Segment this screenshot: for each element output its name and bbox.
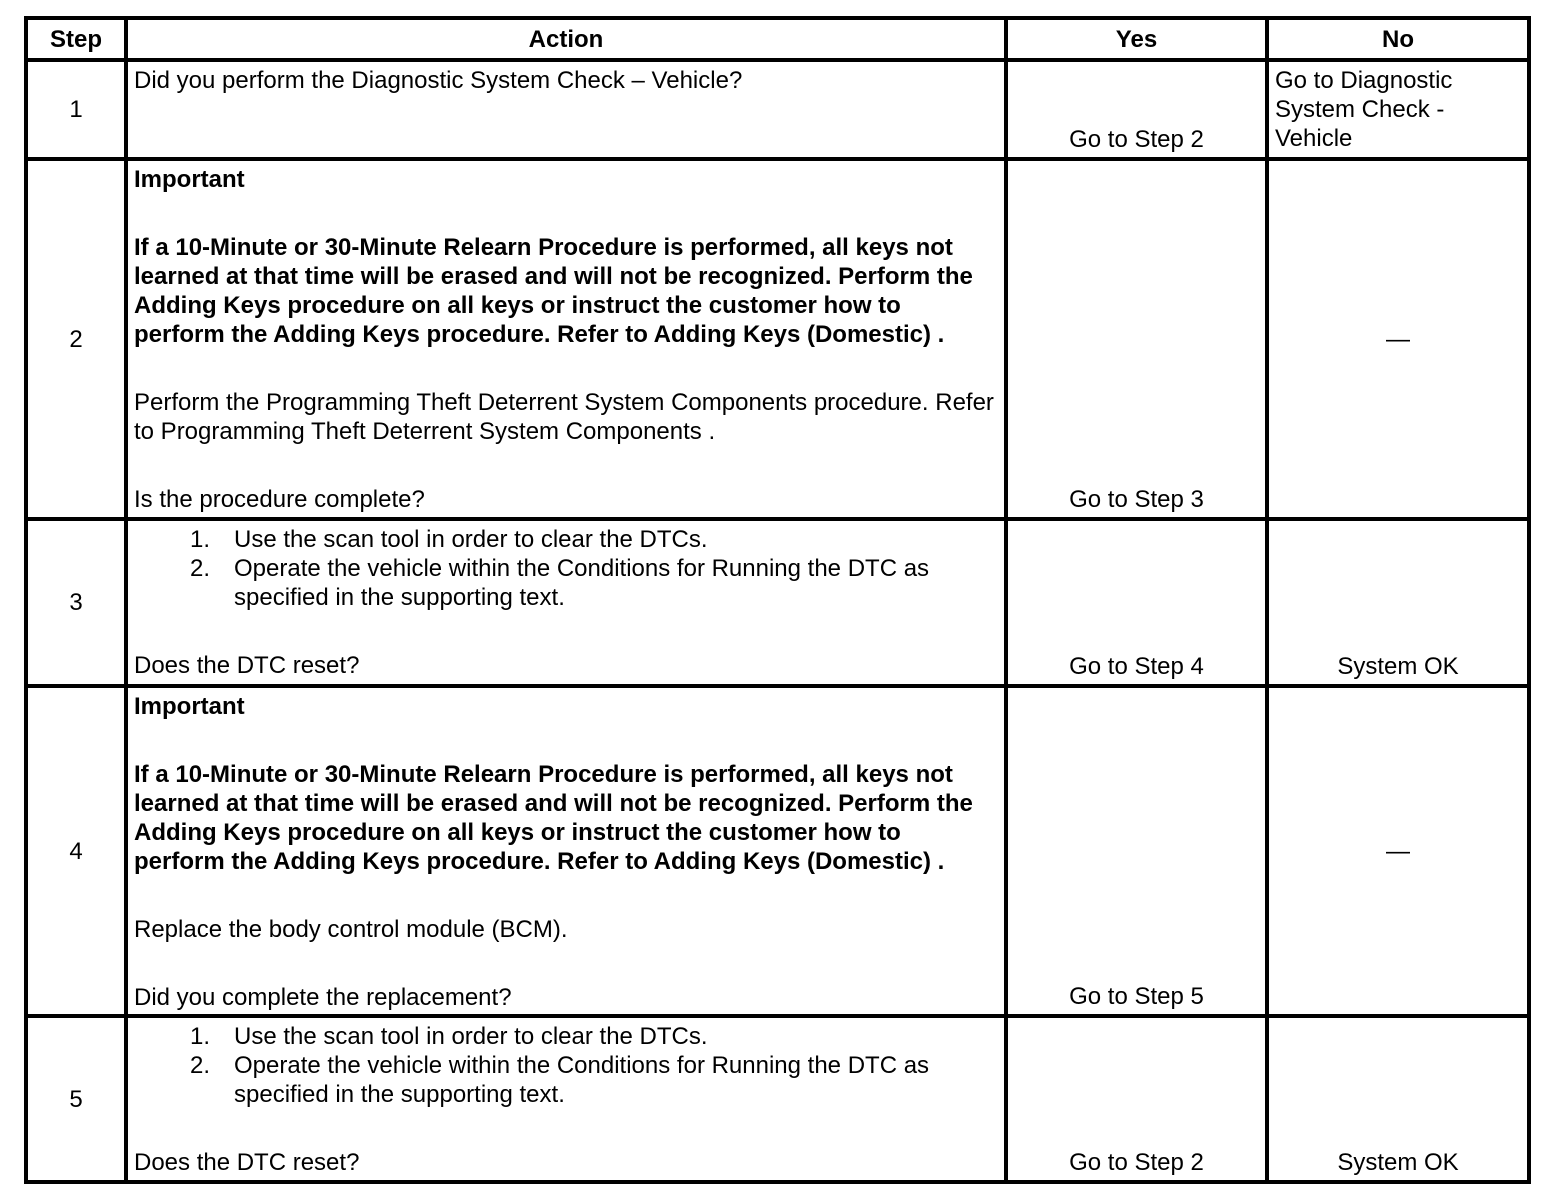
list-item-text: Use the scan tool in order to clear the DTCs.: [234, 526, 708, 553]
important-title: Important: [134, 693, 245, 720]
important-text: If a 10-Minute or 30-Minute Relearn Procedure is performed, all keys not learned at that time will be erased and will not be recognized. Perform the Adding Keys procedure on all keys or instruct the customer how to perform the Adding Keys procedure. Refer to Adding Keys (Domestic) .: [134, 234, 973, 348]
list-item: [134, 525, 998, 554]
list-item: [134, 554, 998, 612]
step-number: 4: [26, 686, 126, 1016]
list-item-text: Operate the vehicle within the Conditions for Running the DTC as specified in the supporting text.: [234, 1052, 930, 1108]
table-row: [26, 60, 1529, 159]
action-question: Does the DTC reset?: [134, 1149, 360, 1176]
procedure-list: [134, 525, 998, 612]
action-cell: [126, 519, 1006, 686]
list-item-text: Use the scan tool in order to clear the DTCs.: [234, 1023, 708, 1050]
table-row: [26, 686, 1529, 1016]
procedure-list: [134, 1022, 998, 1109]
no-cell: Go to Diagnostic System Check - Vehicle: [1267, 60, 1529, 159]
list-item: [134, 1022, 998, 1051]
header-row: [26, 18, 1529, 60]
header-no: No: [1267, 18, 1529, 60]
no-cell: System OK: [1267, 1016, 1529, 1182]
action-instruction: Replace the body control module (BCM).: [134, 916, 568, 943]
diagnostic-table: [24, 16, 1531, 1184]
step-number: 3: [26, 519, 126, 686]
list-item-text: Operate the vehicle within the Conditions for Running the DTC as specified in the supporting text.: [234, 555, 930, 611]
table-row: [26, 519, 1529, 686]
no-cell: —: [1267, 159, 1529, 519]
yes-cell: Go to Step 2: [1006, 60, 1267, 159]
action-cell: [126, 159, 1006, 519]
list-item: [134, 1051, 998, 1109]
list-item-number: 1.: [189, 526, 210, 553]
action-cell: [126, 686, 1006, 1016]
action-question: Did you complete the replacement?: [134, 984, 512, 1011]
action-question: Did you perform the Diagnostic System Check – Vehicle?: [134, 67, 743, 94]
step-number: 5: [26, 1016, 126, 1182]
yes-cell: Go to Step 3: [1006, 159, 1267, 519]
list-item-number: 2.: [189, 1052, 210, 1079]
no-cell: —: [1267, 686, 1529, 1016]
action-cell: [126, 1016, 1006, 1182]
action-cell: [126, 60, 1006, 159]
yes-cell: Go to Step 4: [1006, 519, 1267, 686]
header-action: Action: [126, 18, 1006, 60]
list-item-number: 1.: [189, 1023, 210, 1050]
action-question: Is the procedure complete?: [134, 486, 425, 513]
table-row: [26, 159, 1529, 519]
yes-cell: Go to Step 5: [1006, 686, 1267, 1016]
important-title: Important: [134, 166, 245, 193]
important-text: If a 10-Minute or 30-Minute Relearn Procedure is performed, all keys not learned at that time will be erased and will not be recognized. Perform the Adding Keys procedure on all keys or instruct the customer how to perform the Adding Keys procedure. Refer to Adding Keys (Domestic) .: [134, 761, 973, 875]
no-cell: System OK: [1267, 519, 1529, 686]
header-step: Step: [26, 18, 126, 60]
yes-cell: Go to Step 2: [1006, 1016, 1267, 1182]
table-row: [26, 1016, 1529, 1182]
header-yes: Yes: [1006, 18, 1267, 60]
step-number: 2: [26, 159, 126, 519]
step-number: 1: [26, 60, 126, 159]
action-question: Does the DTC reset?: [134, 652, 360, 679]
action-instruction: Perform the Programming Theft Deterrent System Components procedure. Refer to Programming Theft Deterrent System Components .: [134, 389, 994, 445]
list-item-number: 2.: [189, 555, 210, 582]
